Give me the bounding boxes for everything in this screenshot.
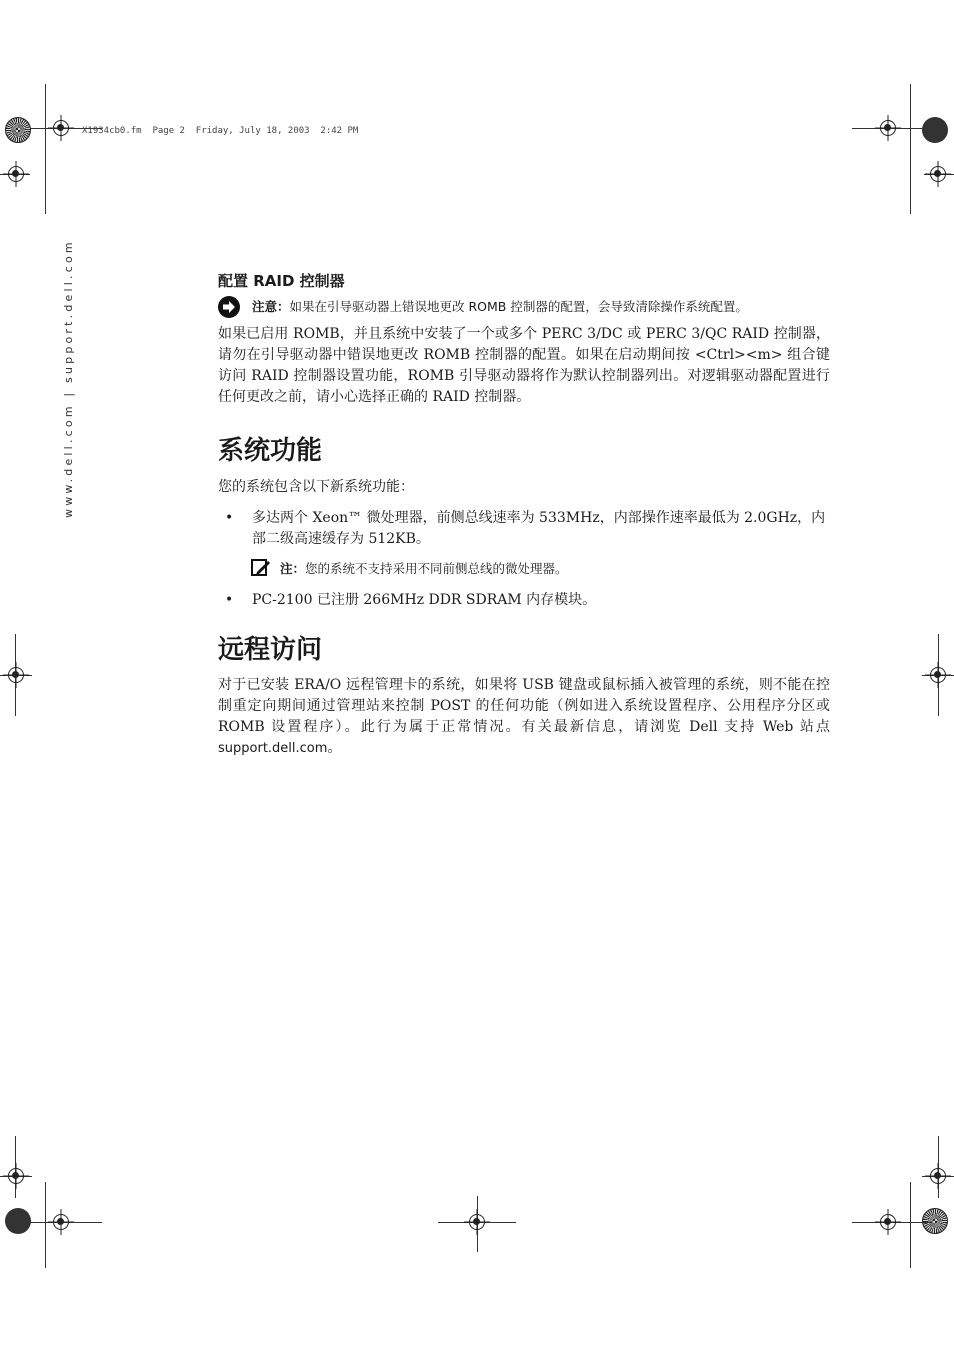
note-label: 注： xyxy=(280,561,306,576)
paragraph-end: 。 xyxy=(327,740,342,756)
features-intro: 您的系统包含以下新系统功能： xyxy=(218,479,414,495)
registration-star-icon xyxy=(922,1208,948,1234)
list-item-text: 多达两个 Xeon™ 微处理器，前侧总线速率为 533MHz，内部操作速率最低为 2.0GHz，内部二级高速缓存为 512KB。 xyxy=(252,510,826,547)
list-item-text: PC-2100 已注册 266MHz DDR SDRAM 内存模块。 xyxy=(252,592,597,608)
registration-disc-icon xyxy=(922,117,948,143)
remote-access-text: 对于已安装 ERA/O 远程管理卡的系统，如果将 USB 键盘或鼠标插入被管理的系统，则不能在控制重定向期间通过管理站来控制 POST 的任何功能（例如进入系统设置程序、公用程序分区或 ROMB 设置程序）。此行为属于正常情况。有关最新信息，请浏览 Dell 支持 Web 站点 xyxy=(218,677,830,735)
list-item xyxy=(218,508,830,550)
page-content xyxy=(218,270,830,759)
registration-star-icon xyxy=(5,117,31,143)
section-heading-features: 系统功能 xyxy=(218,436,323,466)
features-list-2 xyxy=(218,590,830,611)
notice-text: 如果在引导驱动器上错误地更改 ROMB 控制器的配置，会导致清除操作系统配置。 xyxy=(289,299,748,314)
notice-label: 注意： xyxy=(252,299,290,314)
section-heading-remote-access: 远程访问 xyxy=(218,635,323,665)
section-heading-raid: 配置 RAID 控制器 xyxy=(218,272,345,290)
features-list xyxy=(218,508,830,550)
notice-arrow-icon xyxy=(218,296,240,318)
remote-access-paragraph xyxy=(218,675,830,759)
file-info: X1934cb0.fm Page 2 Friday, July 18, 2003 2:42 PM xyxy=(82,126,359,136)
support-link[interactable]: support.dell.com xyxy=(218,741,328,756)
notice-box xyxy=(218,298,830,318)
raid-paragraph: 如果已启用 ROMB，并且系统中安装了一个或多个 PERC 3/DC 或 PERC 3/QC RAID 控制器，请勿在引导驱动器中错误地更改 ROMB 控制器的配置。如果在启动期间按 <Ctrl><m> 组合键访问 RAID 控制器设置功能，ROMB 引导驱动器将作为默认控制器列出。对逻辑驱动器配置进行任何更改之前，请小心选择正确的 RAID 控制器。 xyxy=(218,326,830,405)
sidebar-url-text: www.dell.com | support.dell.com xyxy=(62,239,75,518)
registration-disc-icon xyxy=(5,1208,31,1234)
bullet: • xyxy=(225,510,234,526)
pencil-note-icon xyxy=(251,559,271,577)
note-text: 您的系统不支持采用不同前侧总线的微处理器。 xyxy=(305,561,568,576)
list-item xyxy=(218,590,830,611)
bullet: • xyxy=(225,592,234,608)
note-box xyxy=(218,560,830,578)
